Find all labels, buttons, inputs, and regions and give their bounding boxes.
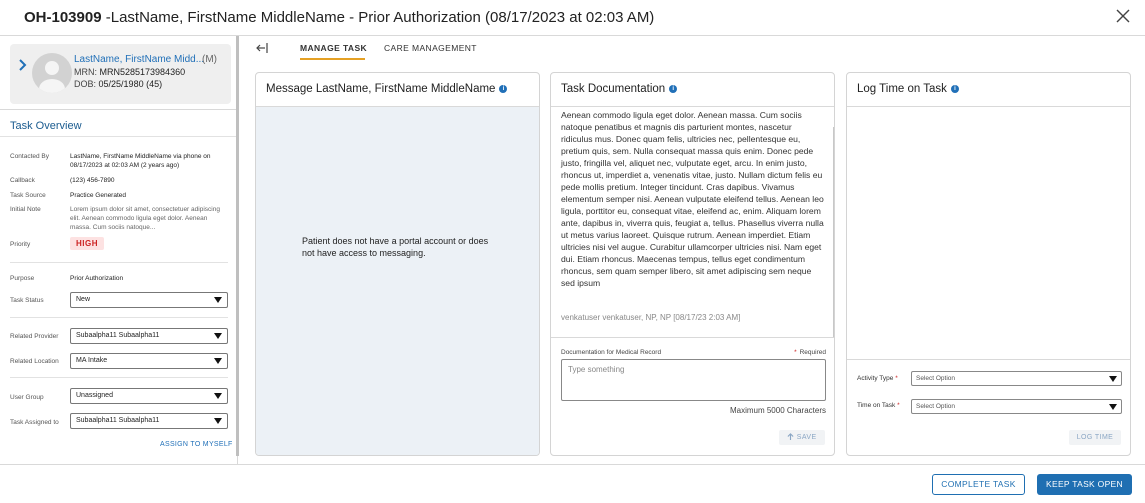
divider	[847, 359, 1130, 360]
divider	[847, 106, 1130, 107]
message-panel	[255, 72, 540, 456]
person-icon	[32, 53, 72, 93]
task-source-value: Practice Generated	[70, 192, 127, 199]
divider	[0, 109, 236, 110]
divider	[10, 377, 228, 378]
modal-footer	[0, 464, 1145, 503]
save-button[interactable]	[779, 430, 825, 445]
doc-panel-title	[561, 83, 677, 95]
divider	[10, 317, 228, 318]
assigned-to-select[interactable]: Subaalpha11 Subaalpha11	[70, 413, 228, 429]
mrn-value: MRN5285173984360	[99, 67, 186, 77]
divider	[551, 337, 834, 338]
callback-value: (123) 456-7890	[70, 177, 115, 184]
task-documentation-panel	[550, 72, 835, 456]
documentation-scrollbar[interactable]	[833, 127, 835, 337]
documentation-text: Aenean commodo ligula eget dolor. Aenean massa. Cum sociis natoque penatibus et magnis dis parturient montes, nascetur ridiculus mus. Donec quam felis, ultricies nec, pellentesque eu, pretium quis, sem. Nulla consequat massa quis enim. Donec pede justo, fringilla vel, aliquet nec, vulputate eget, arcu. In enim justo, rhoncus ut, imperdiet a, venenatis vitae, justo. Nullam dictum felis eu pede mollis pretium. Integer tincidunt. Cras dapibus. Vivamus elementum semper nisi. Aenean vulputate eleifend tellus. Aenean leo ligula, porttitor eu, consequat vitae, eleifend ac, enim. Aliquam lorem ante, dapibus in, viverra quis, feugiat a, tellus. Phasellus viverra nulla ut metus varius laoreet. Quisque rutrum. Aenean imperdiet. Etiam ultricies nisi vel augue. Curabitur ullamcorper ultricies nisi. Nam eget dui. Etiam rhoncus. Maecenas tempus, tellus eget condimentum rhoncus, sem quam semper libero, sit amet adipiscing sem neque sed ipsum	[561, 110, 824, 288]
active-tab-indicator	[300, 58, 365, 60]
initial-note-value: Lorem ipsum dolor sit amet, consectetuer adipiscing elit. Aenean commodo ligula eget dolor. Aenean massa. Cum sociis natoque...	[70, 206, 220, 231]
documentation-field-label: Documentation for Medical Record	[561, 349, 662, 356]
close-icon[interactable]	[1115, 8, 1131, 24]
keep-task-open-button[interactable]: KEEP TASK OPEN	[1037, 474, 1132, 495]
related-provider-select[interactable]: Subaalpha11 Subaalpha11	[70, 328, 228, 344]
log-panel-title-text: Log Time on Task	[857, 83, 947, 95]
divider	[551, 106, 834, 107]
required-asterisk: *	[895, 375, 898, 382]
mrn-label: MRN:	[74, 67, 97, 77]
time-on-task-select[interactable]: Select Option	[911, 399, 1122, 414]
patient-mrn	[74, 67, 185, 77]
save-label: SAVE	[796, 434, 817, 441]
documentation-signature: venkatuser venkatuser, NP, NP [08/17/23 2:03 AM]	[561, 313, 741, 322]
modal-title	[24, 9, 654, 26]
activity-type-select[interactable]: Select Option	[911, 371, 1122, 386]
documentation-input[interactable]: Type something	[561, 359, 826, 401]
dob-label: DOB:	[74, 79, 97, 89]
user-group-label: User Group	[10, 394, 44, 401]
sidebar-scrollbar[interactable]	[236, 36, 239, 456]
assigned-to-label: Task Assigned to	[10, 419, 59, 426]
required-indicator	[794, 349, 826, 356]
task-source-label: Task Source	[10, 192, 46, 199]
activity-type-text: Activity Type	[857, 375, 894, 382]
info-icon[interactable]: i	[669, 85, 677, 93]
activity-type-label	[857, 375, 898, 382]
priority-badge: HIGH	[70, 237, 104, 250]
no-portal-message: Patient does not have a portal account or does not have access to messaging.	[302, 236, 489, 258]
tab-manage-task[interactable]: MANAGE TASK	[300, 43, 368, 53]
max-characters: Maximum 5000 Characters	[729, 406, 826, 415]
message-body	[256, 107, 539, 456]
priority-label: Priority	[10, 241, 31, 248]
callback-label: Callback	[10, 177, 35, 184]
user-group-select[interactable]: Unassigned	[70, 388, 228, 404]
task-sidebar	[0, 36, 238, 464]
task-id: OH-103909	[24, 9, 102, 26]
log-panel-title	[857, 83, 959, 95]
message-panel-title	[266, 83, 507, 95]
info-icon[interactable]: i	[499, 85, 507, 93]
message-panel-title-text: Message LastName, FirstName MiddleName	[266, 83, 496, 95]
patient-dob	[74, 79, 162, 89]
divider	[10, 262, 228, 263]
related-provider-label: Related Provider	[10, 333, 59, 340]
collapse-sidebar-icon[interactable]	[256, 42, 268, 54]
log-time-panel	[846, 72, 1131, 456]
related-location-label: Related Location	[10, 358, 59, 365]
assign-to-myself-link[interactable]: ASSIGN TO MYSELF	[160, 441, 233, 448]
tab-care-management[interactable]: CARE MANAGEMENT	[384, 43, 477, 53]
task-status-select[interactable]: New	[70, 292, 228, 308]
info-icon[interactable]: i	[951, 85, 959, 93]
divider	[0, 136, 236, 137]
modal-header	[0, 0, 1145, 36]
patient-card[interactable]	[10, 44, 231, 104]
contacted-by-value: LastName, FirstName MiddleName via phone on 08/17/2023 at 02:03 AM (2 years ago)	[70, 153, 211, 169]
patient-name-text[interactable]: LastName, FirstName Midd...	[74, 54, 205, 65]
task-overview-title: Task Overview	[10, 120, 82, 132]
log-time-button[interactable]: LOG TIME	[1069, 430, 1121, 445]
task-title-rest: -LastName, FirstName MiddleName - Prior Authorization (08/17/2023 at 02:03 AM)	[101, 9, 655, 26]
task-status-label: Task Status	[10, 297, 44, 304]
patient-name[interactable]	[74, 54, 224, 65]
required-asterisk: *	[794, 349, 797, 356]
avatar	[32, 53, 72, 93]
doc-panel-title-text: Task Documentation	[561, 83, 666, 95]
required-text: Required	[799, 349, 826, 356]
chevron-right-icon[interactable]	[18, 58, 28, 72]
required-asterisk: *	[897, 402, 900, 409]
time-on-task-label	[857, 402, 900, 409]
arrow-up-icon	[787, 433, 794, 440]
contacted-by-label: Contacted By	[10, 153, 50, 160]
complete-task-button[interactable]: COMPLETE TASK	[932, 474, 1025, 495]
purpose-value: Prior Authorization	[70, 275, 124, 282]
time-on-task-text: Time on Task	[857, 402, 896, 409]
related-location-select[interactable]: MA Intake	[70, 353, 228, 369]
initial-note-label: Initial Note	[10, 206, 41, 213]
patient-sex: (M)	[202, 54, 217, 65]
purpose-label: Purpose	[10, 275, 35, 282]
dob-value: 05/25/1980 (45)	[98, 79, 163, 89]
